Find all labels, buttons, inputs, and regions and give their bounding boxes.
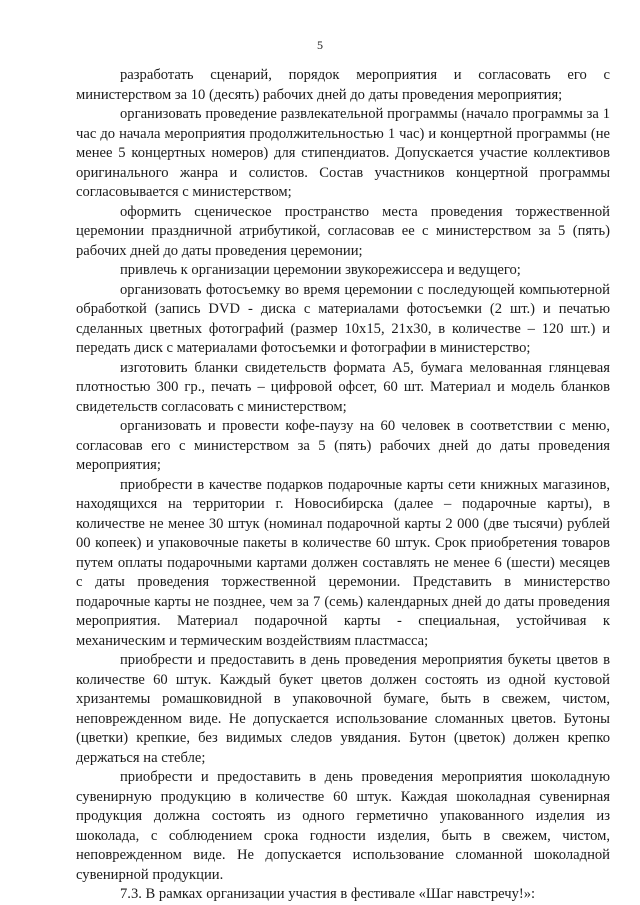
paragraph-stage-decoration: оформить сценическое пространство места проведения торжественной церемонии праздничной атрибутикой, согласовав ее с министерством за 5 (пять) рабочих дней до даты проведения церемонии; — [76, 203, 610, 259]
paragraph-scenario: разработать сценарий, порядок мероприятия и согласовать его с министерством за 10 (десять) рабочих дней до даты проведения мероприятия; — [76, 67, 610, 103]
paragraph-certificate-forms: изготовить бланки свидетельств формата А5, бумага мелованная глянцевая плотностью 300 гр., печать – цифровой офсет, 60 шт. Материал и модель бланков свидетельств согласовать с министерством; — [76, 359, 610, 415]
paragraph-coffee-break: организовать и провести кофе-паузу на 60 человек в соответствии с меню, согласовав его с министерством за 5 (пять) рабочих дней до даты проведения мероприятия; — [76, 418, 610, 473]
paragraph-flower-bouquets: приобрести и предоставить в день проведения мероприятия букеты цветов в количестве 60 штук. Каждый букет цветов должен состоять из одной кустовой хризантемы ромашковидной в упаковочной бумаге, быть в свежем, чистом, неповрежденном виде. Не допускается использование сломанных цветов. Бутоны (цветки) крепкие, без видимых следов увядания. Бутон (цветок) должен крепко держаться на стебле; — [76, 652, 610, 766]
paragraph-sound-engineer-host: привлечь к организации церемонии звукорежиссера и ведущего; — [120, 262, 521, 278]
paragraph-festival-section: 7.3. В рамках организации участия в фестивале «Шаг навстречу!»: — [120, 886, 536, 902]
page-number: 5 — [317, 38, 323, 52]
paragraph-photography: организовать фотосъемку во время церемонии с последующей компьютерной обработкой (запись DVD - диска с материалами фотосъемки (2 шт.) и печатью сделанных цветных фотографий (размер 10х15, 21х30, в количестве – 120 шт.) и передать диск с материалами фотосъемки и фотографии в министерство; — [76, 281, 610, 356]
paragraph-chocolate-souvenirs: приобрести и предоставить в день проведения мероприятия шоколадную сувенирную продукцию в количестве 60 штук. Каждая шоколадная сувенирная продукция должна состоять из одного герметично упакованного изделия из шоколада, с соблюдением срока годности изделия, быть в свежем, чистом, неповрежденном виде. Не допускается использование сломанной шоколадной сувенирной продукции. — [76, 769, 610, 883]
document-body — [76, 66, 610, 905]
paragraph-entertainment-program: организовать проведение развлекательной программы (начало программы за 1 час до начала мероприятия продолжительностью 1 час) и концертной программы (не менее 5 концертных номеров) для стипендиатов. Допускается участие коллективов оригинального жанра и солистов. Состав участников концертной программы согласовывается с министерством; — [76, 106, 610, 200]
paragraph-gift-cards: приобрести в качестве подарков подарочные карты сети книжных магазинов, находящихся на территории г. Новосибирска (далее – подарочные карты), в количестве не менее 30 штук (номинал подарочной карты 2 000 (две тысячи) рублей 00 копеек) и упаковочные пакеты в количестве 60 штук. Срок приобретения товаров путем оплаты подарочными картами должен составлять не менее 6 (шести) месяцев с даты проведения торжественной церемонии. Представить в министерство подарочные карты не позднее, чем за 7 (семь) календарных дней до даты проведения мероприятия. Материал подарочной карты - специальная, устойчивая к механическим и термическим воздействиям пластмасса; — [76, 476, 610, 649]
